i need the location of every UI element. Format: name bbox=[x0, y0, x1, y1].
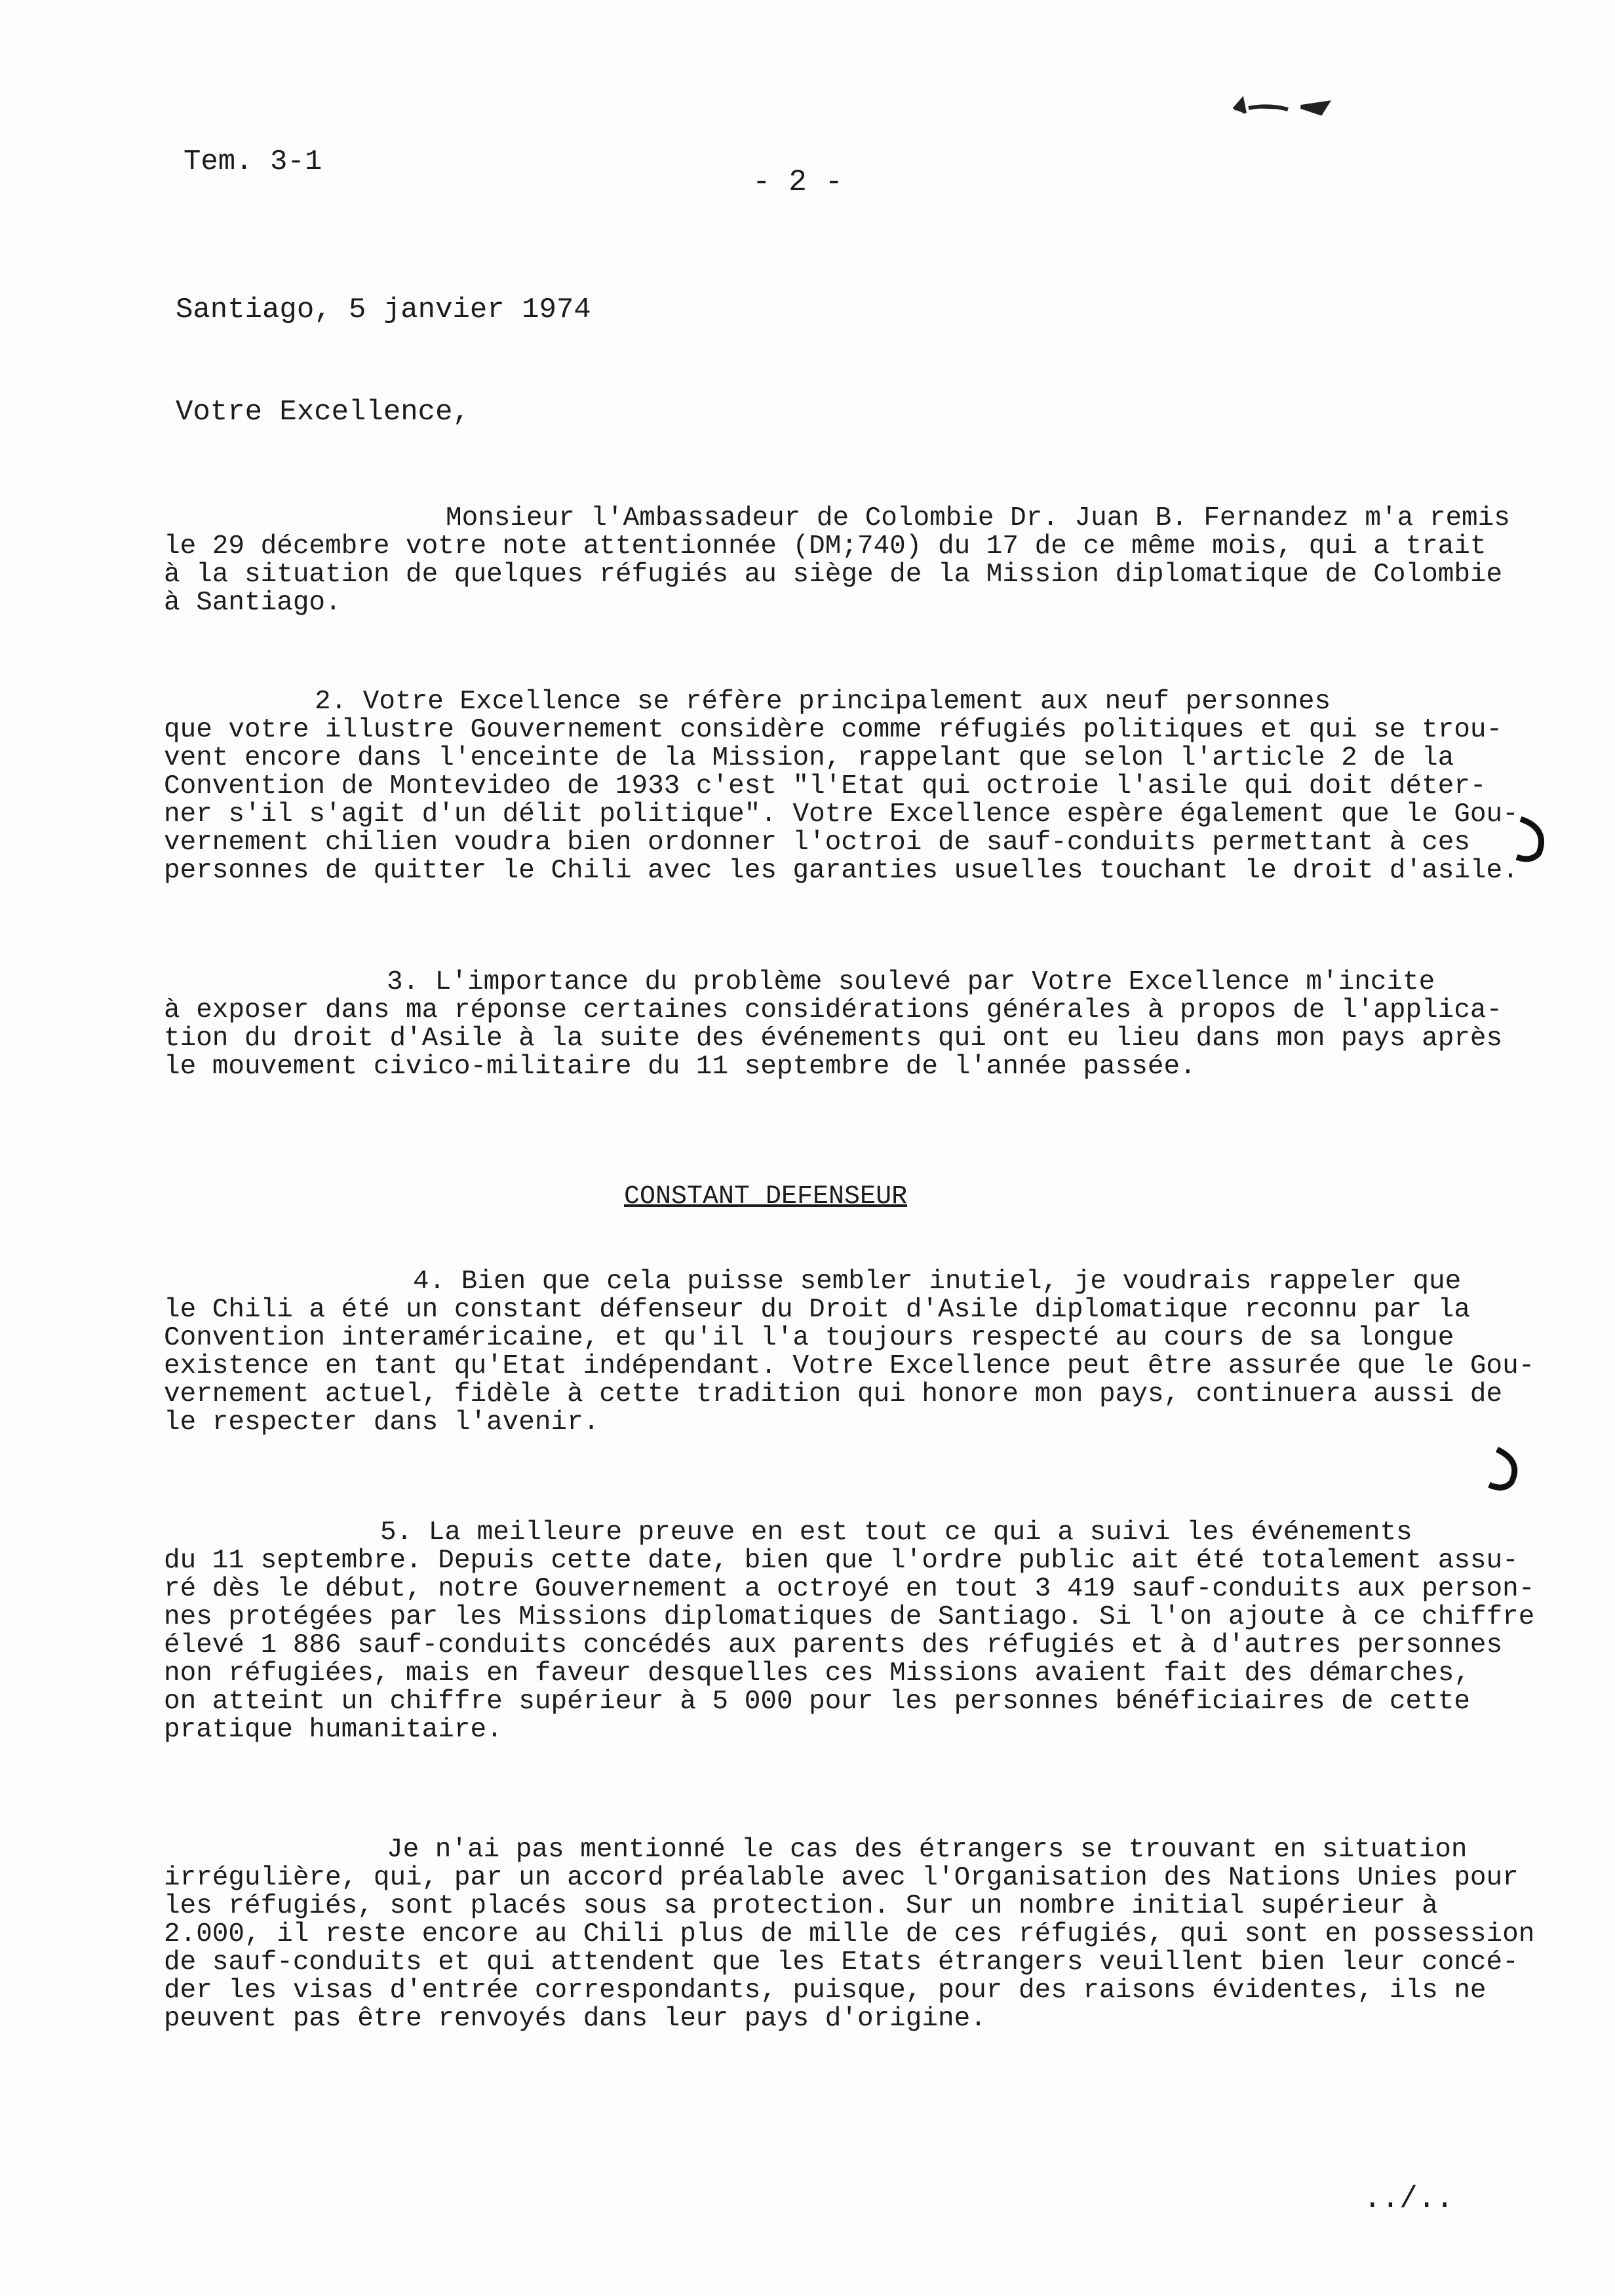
paragraph-line: nes protégées par les Missions diplomatiques de Santiago. Si l'on ajoute à ce chiffre bbox=[164, 1602, 1535, 1632]
paragraph-line: vernement actuel, fidèle à cette tradition qui honore mon pays, continuera aussi de bbox=[164, 1379, 1503, 1409]
paragraph-line: que votre illustre Gouvernement considère comme réfugiés politiques et qui se trou- bbox=[164, 715, 1503, 745]
paragraph-line: à la situation de quelques réfugiés au siège de la Mission diplomatique de Colombie bbox=[164, 560, 1503, 590]
paragraph-line: élevé 1 886 sauf-conduits concédés aux parents des réfugiés et à d'autres personnes bbox=[164, 1630, 1503, 1660]
paragraph-4 bbox=[164, 1268, 1534, 1437]
paragraph-line: der les visas d'entrée correspondants, puisque, pour des raisons évidentes, ils ne bbox=[164, 1976, 1487, 2006]
paragraph-line: le 29 décembre votre note attentionnée (DM;740) du 17 de ce même mois, qui a trait bbox=[164, 531, 1487, 562]
paragraph-line: non réfugiées, mais en faveur desquelles ces Missions avaient fait des démarches, bbox=[164, 1658, 1470, 1689]
paragraph-line: existence en tant qu'Etat indépendant. Votre Excellence peut être assurée que le Gou- bbox=[164, 1351, 1535, 1381]
paragraph-line: les réfugiés, sont placés sous sa protection. Sur un nombre initial supérieur à bbox=[164, 1891, 1438, 1921]
paragraph-2 bbox=[164, 688, 1534, 885]
salutation: Votre Excellence, bbox=[176, 396, 470, 429]
paragraph-line: Convention de Montevideo de 1933 c'est "l'Etat qui octroie l'asile qui doit déter- bbox=[164, 771, 1487, 801]
margin-ink-arc bbox=[1481, 1442, 1527, 1494]
paragraph-5 bbox=[164, 1519, 1534, 1744]
paragraph-line: Monsieur l'Ambassadeur de Colombie Dr. Juan B. Fernandez m'a remis bbox=[446, 503, 1510, 533]
paragraph-line: à exposer dans ma réponse certaines considérations générales à propos de l'applica- bbox=[164, 995, 1503, 1025]
paragraph-3 bbox=[164, 968, 1534, 1081]
paragraph-6 bbox=[164, 1836, 1534, 2033]
paragraph-line: ner s'il s'agit d'un délit politique". Votre Excellence espère également que le Gou- bbox=[164, 799, 1519, 830]
section-heading: CONSTANT DEFENSEUR bbox=[624, 1182, 908, 1212]
paragraph-line: personnes de quitter le Chili avec les garanties usuelles touchant le droit d'asile. bbox=[164, 856, 1519, 886]
margin-ink-arc bbox=[1508, 813, 1553, 865]
paragraph-line: 3. L'importance du problème soulevé par Votre Excellence m'incite bbox=[387, 967, 1435, 997]
paragraph-line: le mouvement civico-militaire du 11 septembre de l'année passée. bbox=[164, 1052, 1196, 1082]
paragraph-line: 5. La meilleure preuve en est tout ce qui a suivi les événements bbox=[380, 1518, 1412, 1548]
paragraph-line: vernement chilien voudra bien ordonner l'octroi de sauf-conduits permettant à ces bbox=[164, 828, 1470, 858]
paragraph-line: 4. Bien que cela puisse sembler inutiel, je voudrais rappeler que bbox=[413, 1267, 1462, 1297]
paragraph-line: le respecter dans l'avenir. bbox=[164, 1407, 600, 1438]
paragraph-line: 2.000, il reste encore au Chili plus de mille de ces réfugiés, qui sont en possession bbox=[164, 1919, 1535, 1949]
paragraph-line: Je n'ai pas mentionné le cas des étrangers se trouvant en situation bbox=[387, 1835, 1468, 1865]
document-reference: Tem. 3-1 bbox=[184, 145, 322, 178]
dateline: Santiago, 5 janvier 1974 bbox=[176, 294, 591, 326]
paragraph-line: irrégulière, qui, par un accord préalable avec l'Organisation des Nations Unies pour bbox=[164, 1863, 1519, 1893]
paragraph-line: ré dès le début, notre Gouvernement a octroyé en tout 3 419 sauf-conduits aux person- bbox=[164, 1574, 1535, 1604]
paragraph-line: pratique humanitaire. bbox=[164, 1715, 503, 1745]
paragraph-line: à Santiago. bbox=[164, 588, 341, 618]
paragraph-line: Convention interaméricaine, et qu'il l'a toujours respecté au cours de sa longue bbox=[164, 1323, 1454, 1353]
page-number: - 2 - bbox=[752, 165, 844, 199]
paragraph-line: vent encore dans l'enceinte de la Mission, rappelant que selon l'article 2 de la bbox=[164, 743, 1454, 773]
ink-stamp-mark bbox=[1229, 95, 1334, 119]
paragraph-line: de sauf-conduits et qui attendent que les Etats étrangers veuillent bien leur concé- bbox=[164, 1947, 1519, 1978]
paragraph-1 bbox=[164, 505, 1534, 617]
continuation-mark: ../.. bbox=[1363, 2182, 1454, 2216]
paragraph-line: tion du droit d'Asile à la suite des événements qui ont eu lieu dans mon pays après bbox=[164, 1024, 1503, 1054]
paragraph-line: on atteint un chiffre supérieur à 5 000 pour les personnes bénéficiaires de cette bbox=[164, 1687, 1470, 1717]
paragraph-line: le Chili a été un constant défenseur du Droit d'Asile diplomatique reconnu par la bbox=[164, 1295, 1470, 1325]
paragraph-line: peuvent pas être renvoyés dans leur pays d'origine. bbox=[164, 2004, 986, 2034]
paragraph-line: 2. Votre Excellence se réfère principalement aux neuf personnes bbox=[315, 687, 1331, 717]
paragraph-line: du 11 septembre. Depuis cette date, bien que l'ordre public ait été totalement assu- bbox=[164, 1546, 1519, 1576]
